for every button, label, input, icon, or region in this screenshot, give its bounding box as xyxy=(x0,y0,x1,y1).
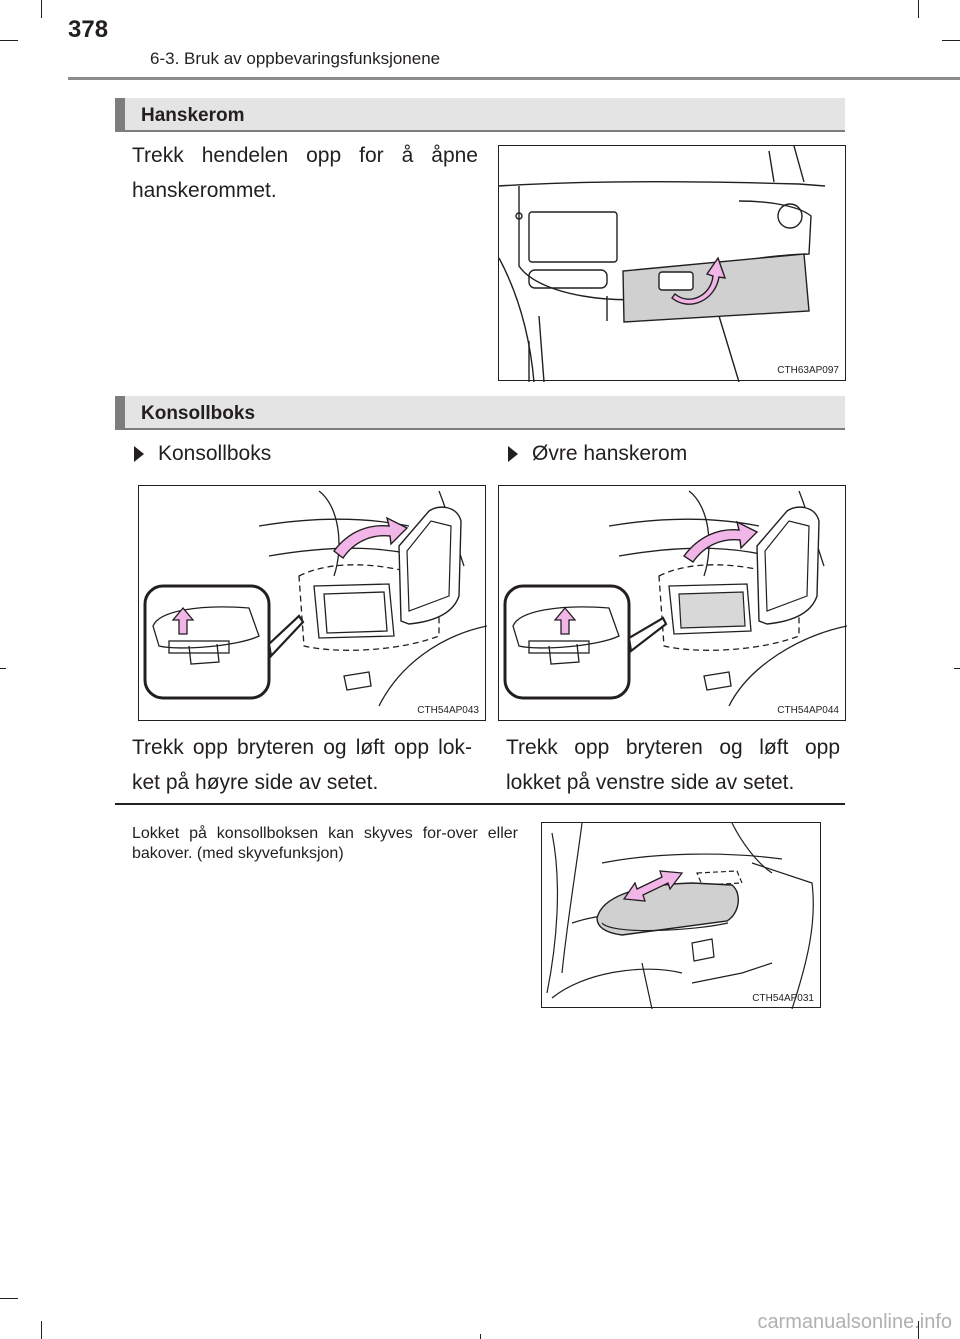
crop-mark xyxy=(41,1321,42,1339)
crop-mark xyxy=(0,1298,18,1299)
glovebox-instruction: Trekk hendelen opp for å åpne hanskerommet. xyxy=(132,144,478,202)
upper-glovebox-figure xyxy=(498,485,846,721)
glovebox-illustration xyxy=(499,146,847,382)
crop-mark xyxy=(41,0,42,18)
sliding-lid-illustration xyxy=(542,823,822,1009)
figure-code: CTH63AP097 xyxy=(777,365,839,376)
crop-mark xyxy=(0,40,18,41)
crop-mark xyxy=(0,668,6,669)
upper-glovebox-illustration xyxy=(499,486,847,722)
console-box-illustration xyxy=(139,486,487,722)
bullet-triangle-icon xyxy=(508,446,518,462)
bullet-triangle-icon xyxy=(134,446,144,462)
sliding-lid-note: Lokket på konsollboksen kan skyves for-over eller bakover. (med skyvefunksjon) xyxy=(132,825,518,862)
sub-item-label: Konsollboks xyxy=(158,442,272,465)
console-box-figure xyxy=(138,485,486,721)
figure-code: CTH54AP043 xyxy=(417,705,479,716)
sub-item-label: Øvre hanskerom xyxy=(532,442,688,465)
upper-glovebox-instruction: Trekk opp bryteren og løft opp lokket på venstre side av setet. xyxy=(506,736,840,794)
section-divider xyxy=(115,803,845,805)
sliding-lid-figure xyxy=(541,822,821,1008)
crop-mark xyxy=(918,0,919,18)
figure-code: CTH54AP044 xyxy=(777,705,839,716)
crop-mark xyxy=(480,1334,481,1339)
section-heading-konsollboks xyxy=(115,396,845,430)
sub-item-konsollboks xyxy=(134,442,271,466)
crop-mark xyxy=(954,668,960,669)
watermark: carmanualsonline.info xyxy=(757,1311,952,1333)
section-title: Hanskerom xyxy=(141,105,245,126)
header-rule xyxy=(68,77,960,80)
crop-mark xyxy=(942,40,960,41)
section-heading-hanskerom xyxy=(115,98,845,132)
console-box-instruction: Trekk opp bryteren og løft opp lok-ket på høyre side av setet. xyxy=(132,736,472,794)
figure-code: CTH54AP031 xyxy=(752,993,814,1004)
sub-item-ovre-hanskerom xyxy=(508,442,687,466)
section-title: Konsollboks xyxy=(141,403,256,424)
chapter-title: 6-3. Bruk av oppbevaringsfunksjonene xyxy=(150,49,441,68)
glovebox-figure xyxy=(498,145,846,381)
page-number: 378 xyxy=(68,16,109,43)
